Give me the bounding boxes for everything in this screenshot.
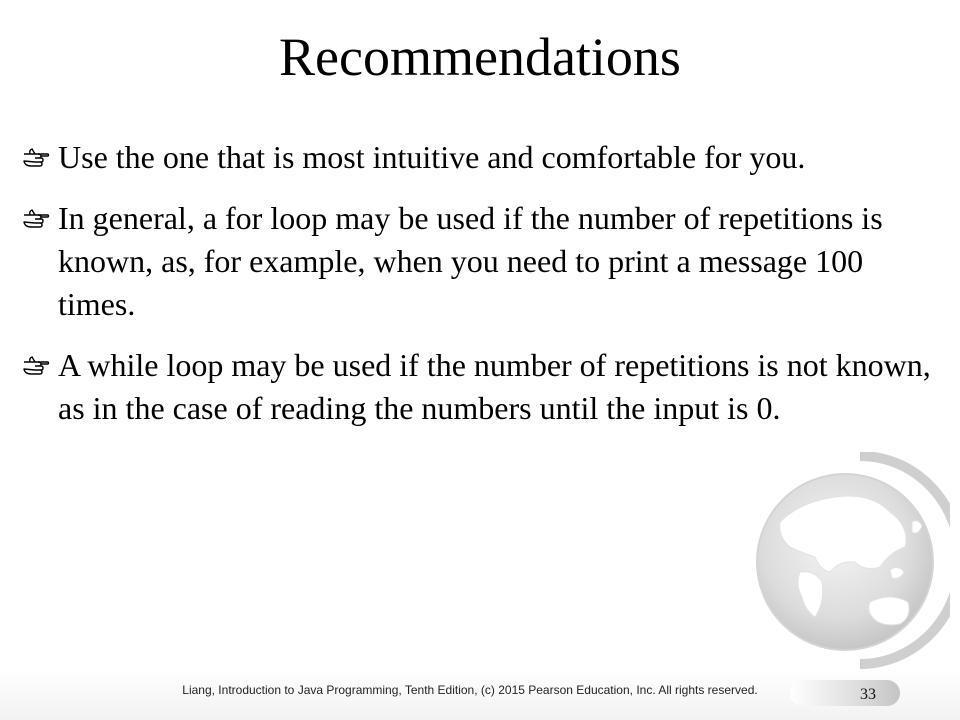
pointing-hand-icon xyxy=(22,206,50,230)
bullet-item xyxy=(22,136,932,179)
bullet-item xyxy=(22,197,932,326)
bullet-text: Use the one that is most intuitive and comfortable for you. xyxy=(58,139,806,175)
slide-title: Recommendations xyxy=(279,27,681,87)
pointing-hand-icon xyxy=(22,145,50,169)
bullet-item xyxy=(22,344,932,430)
pointing-hand-icon xyxy=(22,353,50,377)
bullet-text: In general, a for loop may be used if the number of repetitions is known, as, for example, when you need to print a message 100 times. xyxy=(58,200,883,322)
bullet-list xyxy=(22,136,932,448)
page-number: 33 xyxy=(860,686,876,703)
footer-credit: Liang, Introduction to Java Programming, Tenth Edition, (c) 2015 Pearson Education, Inc. All rights reserved. xyxy=(182,683,758,697)
bullet-text: A while loop may be used if the number of repetitions is not known, as in the case of reading the numbers until the input is 0. xyxy=(58,347,931,426)
globe-icon xyxy=(740,452,950,672)
